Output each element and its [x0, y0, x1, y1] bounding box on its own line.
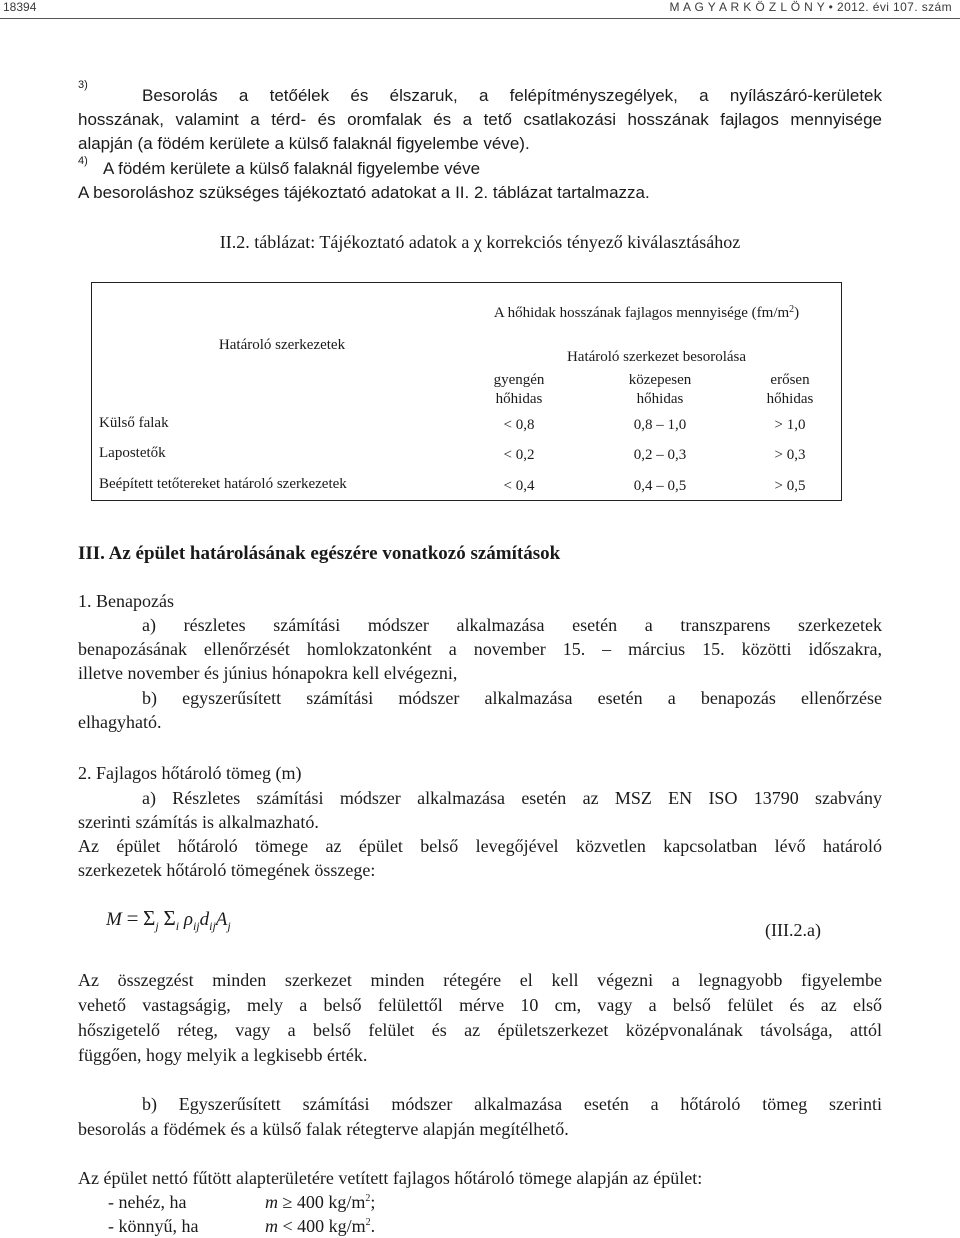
subsection-2-title: 2. Fajlagos hőtároló tömeg (m) [78, 763, 302, 783]
list-sup: 2 [365, 1193, 371, 1204]
formula-d: d [199, 909, 210, 930]
subsection-2-b-line-2: besorolás a födémek és a külső falak rétegterve alapján megítélhető. [78, 1119, 569, 1139]
sub-header: Határoló szerkezet besorolása [566, 349, 747, 365]
footnote-3-line-1: Besorolás a tetőélek és élszaruk, a felépítményszegélyek, a nyílászáró-kerületek [142, 86, 882, 105]
list-label: - könnyű, ha [108, 1216, 199, 1236]
footnote-4-mark: 4) [78, 155, 88, 167]
formula-index-j: j [155, 919, 159, 933]
footnote-4-line-1: A födém kerülete a külső falaknál figyelembe véve [103, 159, 481, 178]
subsection-2-b-line-1: b) Egyszerűsített számítási módszer alkalmazása esetén a hőtároló tömeg szerinti [142, 1094, 882, 1114]
list-end: ; [370, 1192, 376, 1212]
table-cell: 0,2 – 0,3 [633, 447, 687, 463]
list-relation: ≥ 400 kg/m [282, 1192, 366, 1212]
summation-line-4: függően, hogy melyik a legkisebb érték. [78, 1045, 368, 1065]
mass-formula [106, 906, 231, 934]
table-cell: 0,8 – 1,0 [633, 417, 687, 433]
subsection-2-p-line-2: szerkezetek hőtároló tömegének összege: [78, 860, 376, 880]
table-caption: II.2. táblázat: Tájékoztató adatok a χ korrekciós tényező kiválasztásához [219, 232, 741, 252]
list-item-light [108, 1214, 376, 1238]
footnote-3-line-3: alapján (a födém kerülete a külső falaknál figyelembe véve). [78, 134, 530, 153]
list-end: . [370, 1216, 376, 1236]
formula-index-ij: ij [192, 919, 200, 933]
formula-index-i: i [175, 919, 180, 933]
formula-a: A [215, 909, 228, 930]
list-condition [265, 1214, 375, 1238]
table-cell: < 0,8 [503, 417, 535, 433]
formula-index-ij: ij [209, 919, 216, 933]
table-cell: > 1,0 [774, 417, 806, 433]
header-rule [0, 18, 960, 19]
list-var: m [265, 1192, 278, 1212]
summation-line-3: hőszigetelő réteg, vagy a belső felület és az épületszerkezet középvonalának távolsága, attól [78, 1020, 882, 1040]
column-header-3-line-1: erősen [770, 372, 810, 388]
list-condition [265, 1190, 375, 1214]
table-cell: 0,4 – 0,5 [633, 478, 687, 494]
list-var: m [265, 1216, 278, 1236]
running-title: M A G Y A R K Ö Z L Ö N Y • 2012. évi 107. szám [669, 0, 952, 14]
subsection-1-b-line-1: b) egyszerűsített számítási módszer alkalmazása esetén a benapozás ellenőrzése [142, 688, 882, 708]
table-row-label: Külső falak [99, 415, 169, 431]
formula-index-j: j [227, 919, 231, 933]
group-header-end: ) [794, 305, 800, 321]
list-item-heavy [108, 1190, 376, 1214]
subsection-2-a-line-2: szerinti számítás is alkalmazható. [78, 812, 319, 832]
formula-sum-j: Σ [143, 906, 156, 930]
footnote-3-line-2: hosszának, valamint a térd- és oromfalak és a tető csatlakozási hosszának fajlagos mennyisége [78, 110, 882, 129]
table-cell: < 0,2 [503, 447, 535, 463]
column-header-2-line-2: hőhidas [636, 391, 684, 407]
column-header-1-line-2: hőhidas [495, 391, 543, 407]
group-header-sup: 2 [789, 304, 795, 315]
table-cell: > 0,5 [774, 478, 806, 494]
table-cell: > 0,3 [774, 447, 806, 463]
formula-sum-i: Σ [163, 906, 176, 930]
table-row-label: Beépített tetőtereket határoló szerkezetek [99, 476, 347, 492]
formula-equals: = [126, 906, 139, 930]
classification-intro: Az épület nettó fűtött alapterületére vetített fajlagos hőtároló tömege alapján az épület: [78, 1168, 703, 1188]
list-relation: < 400 kg/m [282, 1216, 366, 1236]
running-header [0, 0, 960, 20]
page-number: 18394 [3, 0, 37, 14]
column-header-3-line-2: hőhidas [766, 391, 814, 407]
row-header: Határoló szerkezetek [218, 337, 346, 353]
subsection-2-p-line-1: Az épület hőtároló tömege az épület belső levegőjével közvetlen kapcsolatban lévő határoló [78, 836, 882, 856]
subsection-1-a-line-2: benapozásának ellenőrzését homlokzatonként a november 15. – március 15. közötti időszakra, [78, 639, 882, 659]
table-cell: < 0,4 [503, 478, 535, 494]
formula-lhs: M [106, 909, 122, 930]
table-reference-note: A besoroláshoz szükséges tájékoztató adatokat a II. 2. táblázat tartalmazza. [78, 183, 650, 202]
subsection-1-b-line-2: elhagyható. [78, 712, 162, 732]
summation-line-2: vehető vastagságig, mely a belső felülettől mérve 10 cm, vagy a belső felület és az első [78, 995, 882, 1015]
list-label: - nehéz, ha [108, 1192, 187, 1212]
subsection-1-a-line-1: a) részletes számítási módszer alkalmazása esetén a transzparens szerkezetek [142, 615, 882, 635]
column-header-1-line-1: gyengén [493, 372, 545, 388]
group-header [452, 303, 841, 323]
subsection-2-a-line-1: a) Részletes számítási módszer alkalmazása esetén az MSZ EN ISO 13790 szabvány [142, 788, 882, 808]
subsection-1-title: 1. Benapozás [78, 591, 174, 611]
column-header-2-line-1: közepesen [628, 372, 692, 388]
footnote-3-mark: 3) [78, 79, 88, 91]
subsection-1-a-line-3: illetve november és június hónapokra kell elvégezni, [78, 663, 458, 683]
formula-number: (III.2.a) [765, 920, 821, 940]
list-sup: 2 [365, 1217, 371, 1228]
section-heading: III. Az épület határolásának egészére vonatkozó számítások [78, 543, 561, 564]
correction-factor-table [91, 282, 842, 501]
group-header-text: A hőhidak hosszának fajlagos mennyisége (fm/m [493, 305, 790, 321]
formula-rho: ρ [183, 909, 193, 930]
summation-line-1: Az összegzést minden szerkezet minden rétegére el kell végezni a legnagyobb figyelembe [78, 970, 882, 990]
table-row-label: Lapostetők [99, 445, 166, 461]
